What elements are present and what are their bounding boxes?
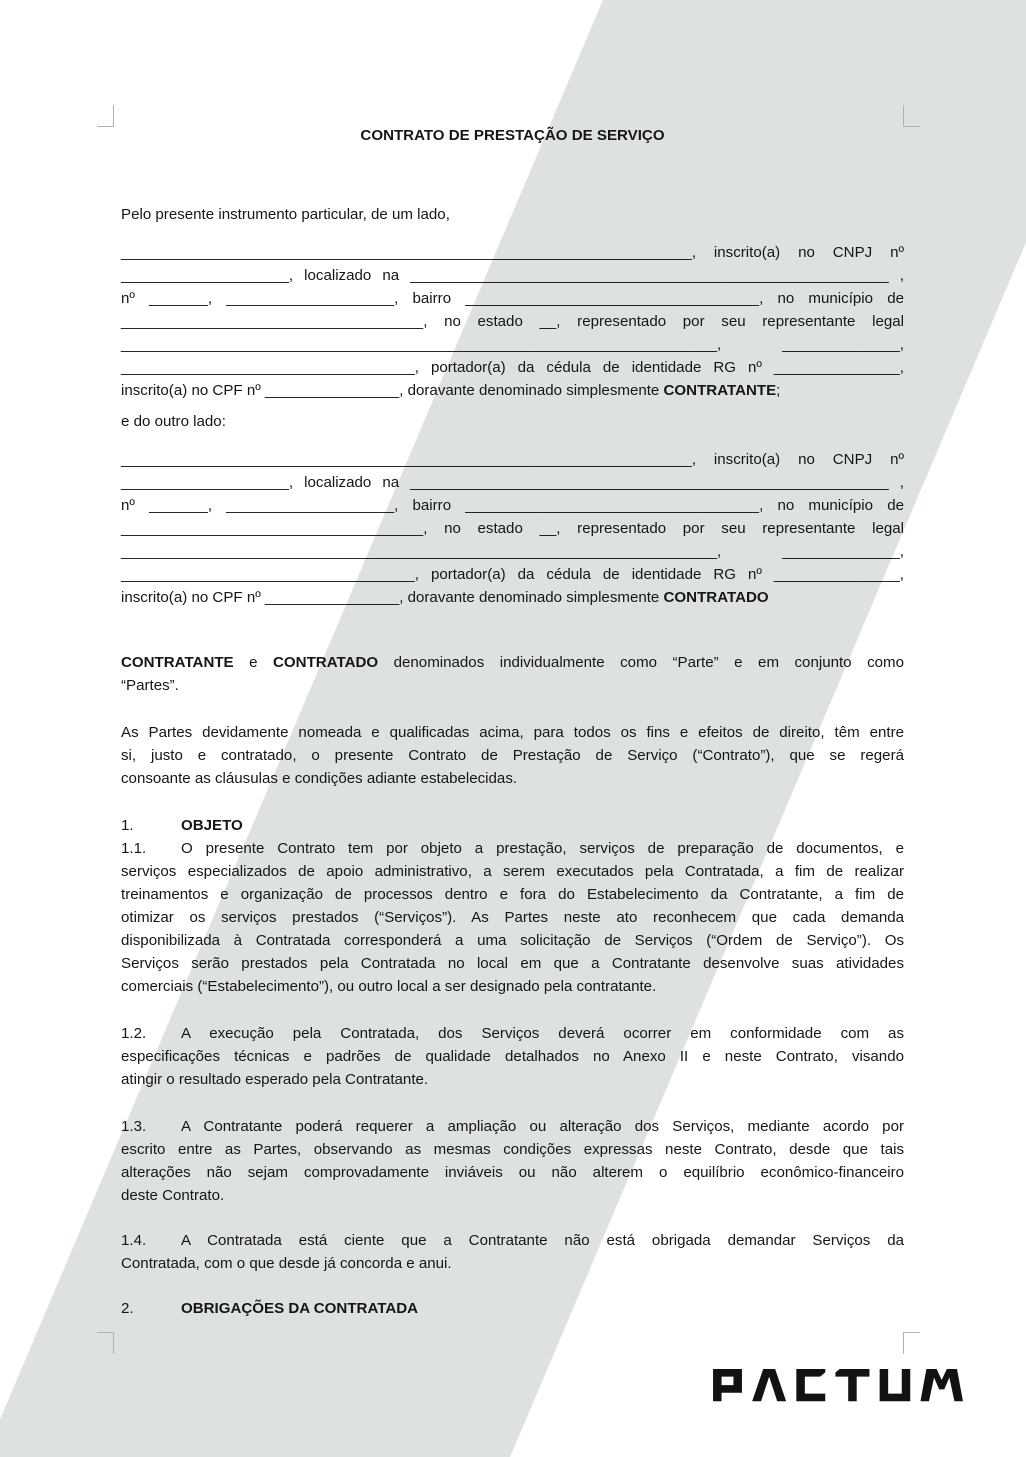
text-run: e <box>233 654 274 671</box>
text-run: As Partes devidamente nomeada e qualificadas acima, para todos os fins e efeitos de direito, têm entre <box>121 724 904 741</box>
clause-1-4 <box>121 1229 904 1275</box>
text-run: si, justo e contratado, o presente Contrato de Prestação de Serviço (“Contrato”), que se regerá <box>121 747 904 764</box>
bold-term: CONTRATANTE <box>121 654 234 671</box>
text-run: A Contratada está ciente que a Contratante não está obrigada demandar Serviços da <box>181 1232 904 1249</box>
doc-line <box>121 837 904 860</box>
outro-lado-line <box>121 410 904 433</box>
pactum-logo <box>713 1369 963 1403</box>
clause-number: 1.1. <box>121 840 147 857</box>
clause-number: 2. <box>121 1300 134 1317</box>
text-run: A execução pela Contratada, dos Serviços deverá ocorrer em conformidade com as <box>181 1025 904 1042</box>
section-1-heading <box>121 814 904 837</box>
text-run: treinamentos e organização de processos dentro e fora do Estabelecimento da Contratante, a fim de <box>121 886 904 903</box>
doc-line <box>121 517 904 540</box>
contract-document <box>121 124 904 1320</box>
party-block-contratante <box>121 241 904 402</box>
bold-term: CONTRATADO <box>273 654 379 671</box>
doc-line <box>121 1297 904 1320</box>
doc-line <box>121 471 904 494</box>
text-run: “Partes”. <box>121 677 179 694</box>
doc-line <box>121 906 904 929</box>
text-run: O presente Contrato tem por objeto a prestação, serviços de preparação de documentos, e <box>181 840 904 857</box>
doc-line <box>121 356 904 379</box>
text-run: A Contratante poderá requerer a ampliação ou alteração dos Serviços, mediante acordo por <box>181 1118 904 1135</box>
text-run: denominados individualmente como “Parte” e em conjunto como <box>378 654 904 671</box>
doc-line <box>121 287 904 310</box>
text-run: comerciais (“Estabelecimento”), ou outro local a ser designado pela contratante. <box>121 978 657 995</box>
doc-line <box>121 952 904 975</box>
text-run: ____________________________________________________________________, inscrito(a) no CNPJ nº <box>121 244 904 261</box>
text-run: ____________________________________, no estado __, representado por seu representante legal <box>121 520 904 537</box>
crop-mark-top-left <box>97 105 114 127</box>
clause-number: 1.4. <box>121 1232 147 1249</box>
doc-line <box>121 563 904 586</box>
text-run: ; <box>776 382 781 399</box>
text-run: alterações não sejam comprovadamente inviáveis ou não alterem o equilíbrio econômico-financeiro <box>121 1164 904 1181</box>
bold-term: OBRIGAÇÕES DA CONTRATADA <box>181 1300 419 1317</box>
bold-term: CONTRATANTE <box>663 382 777 399</box>
section-2-heading <box>121 1297 904 1320</box>
crop-mark-bottom-left <box>97 1332 114 1354</box>
crop-mark-top-right <box>903 105 920 127</box>
doc-line <box>121 1252 904 1275</box>
doc-line <box>121 410 904 433</box>
text-run: _______________________________________________________________________, ______________, <box>121 543 904 560</box>
doc-line <box>121 540 904 563</box>
doc-line <box>121 744 904 767</box>
doc-line <box>121 1115 904 1138</box>
doc-line <box>121 1161 904 1184</box>
text-run: atingir o resultado esperado pela Contratante. <box>121 1071 429 1088</box>
clause-number: 1. <box>121 817 134 834</box>
text-run: consoante as cláusulas e condições adiante estabelecidas. <box>121 770 518 787</box>
doc-line <box>121 860 904 883</box>
doc-line <box>121 1022 904 1045</box>
text-run: deste Contrato. <box>121 1187 225 1204</box>
text-run: disponibilizada à Contratada corresponderá a uma solicitação de Serviços (“Ordem de Serviço”). Os <box>121 932 904 949</box>
text-run: ____________________, localizado na _________________________________________________________ , <box>121 267 904 284</box>
doc-line <box>121 310 904 333</box>
text-run: nº _______, ____________________, bairro ___________________________________, no município de <box>121 497 904 514</box>
doc-line <box>121 203 904 226</box>
pactum-logo-glyphs <box>713 1369 963 1401</box>
clause-1-2 <box>121 1022 904 1091</box>
text-run: ____________________, localizado na _________________________________________________________ , <box>121 474 904 491</box>
doc-line <box>121 814 904 837</box>
text-run: otimizar os serviços prestados (“Serviços”). As Partes neste ato reconhecem que cada demanda <box>121 909 904 926</box>
text-run: especificações técnicas e padrões de qualidade detalhados no Anexo II e neste Contrato, visando <box>121 1048 904 1065</box>
text-run: ____________________________________________________________________, inscrito(a) no CNPJ nº <box>121 451 904 468</box>
doc-line <box>121 883 904 906</box>
bold-term: CONTRATADO <box>663 589 769 606</box>
text-run: e do outro lado: <box>121 413 226 430</box>
doc-line <box>121 929 904 952</box>
doc-line <box>121 241 904 264</box>
doc-line <box>121 264 904 287</box>
text-run: ___________________________________, portador(a) da cédula de identidade RG nº _______________, <box>121 566 904 583</box>
doc-line <box>121 674 904 697</box>
doc-line <box>121 333 904 356</box>
clause-1-3 <box>121 1115 904 1207</box>
doc-line <box>121 1068 904 1091</box>
party-block-contratado <box>121 448 904 609</box>
doc-line <box>121 975 904 998</box>
document-title: CONTRATO DE PRESTAÇÃO DE SERVIÇO <box>360 127 665 144</box>
doc-line <box>121 494 904 517</box>
doc-line <box>121 651 904 674</box>
clause-1-1 <box>121 837 904 998</box>
doc-line <box>121 721 904 744</box>
doc-line <box>121 379 904 402</box>
crop-mark-bottom-right <box>903 1332 920 1354</box>
doc-line <box>121 586 904 609</box>
text-run: _______________________________________________________________________, ______________, <box>121 336 904 353</box>
text-run: Serviços serão prestados pela Contratada no local em que a Contratante desenvolve suas atividades <box>121 955 904 972</box>
text-run: Pelo presente instrumento particular, de um lado, <box>121 206 450 223</box>
text-run: nº _______, ____________________, bairro ___________________________________, no município de <box>121 290 904 307</box>
text-run: ___________________________________, portador(a) da cédula de identidade RG nº _______________, <box>121 359 904 376</box>
doc-line <box>121 1138 904 1161</box>
text-run: inscrito(a) no CPF nº ________________, doravante denominado simplesmente <box>121 382 664 399</box>
doc-line <box>121 448 904 471</box>
clause-number: 1.2. <box>121 1025 147 1042</box>
text-run: serviços especializados de apoio administrativo, a serem executados pela Contratada, a fim de realizar <box>121 863 904 880</box>
parties-definition-paragraph <box>121 651 904 697</box>
text-run: inscrito(a) no CPF nº ________________, doravante denominado simplesmente <box>121 589 664 606</box>
doc-line <box>121 767 904 790</box>
text-run: Contratada, com o que desde já concorda e anui. <box>121 1255 452 1272</box>
parties-agreement-paragraph <box>121 721 904 790</box>
text-run: ____________________________________, no estado __, representado por seu representante legal <box>121 313 904 330</box>
bold-term: OBJETO <box>181 817 243 834</box>
clause-number: 1.3. <box>121 1118 147 1135</box>
doc-line <box>121 1229 904 1252</box>
text-run: escrito entre as Partes, observando as mesmas condições expressas neste Contrato, desde que tais <box>121 1141 904 1158</box>
doc-line <box>121 1045 904 1068</box>
intro-paragraph <box>121 203 904 226</box>
doc-line <box>121 1184 904 1207</box>
